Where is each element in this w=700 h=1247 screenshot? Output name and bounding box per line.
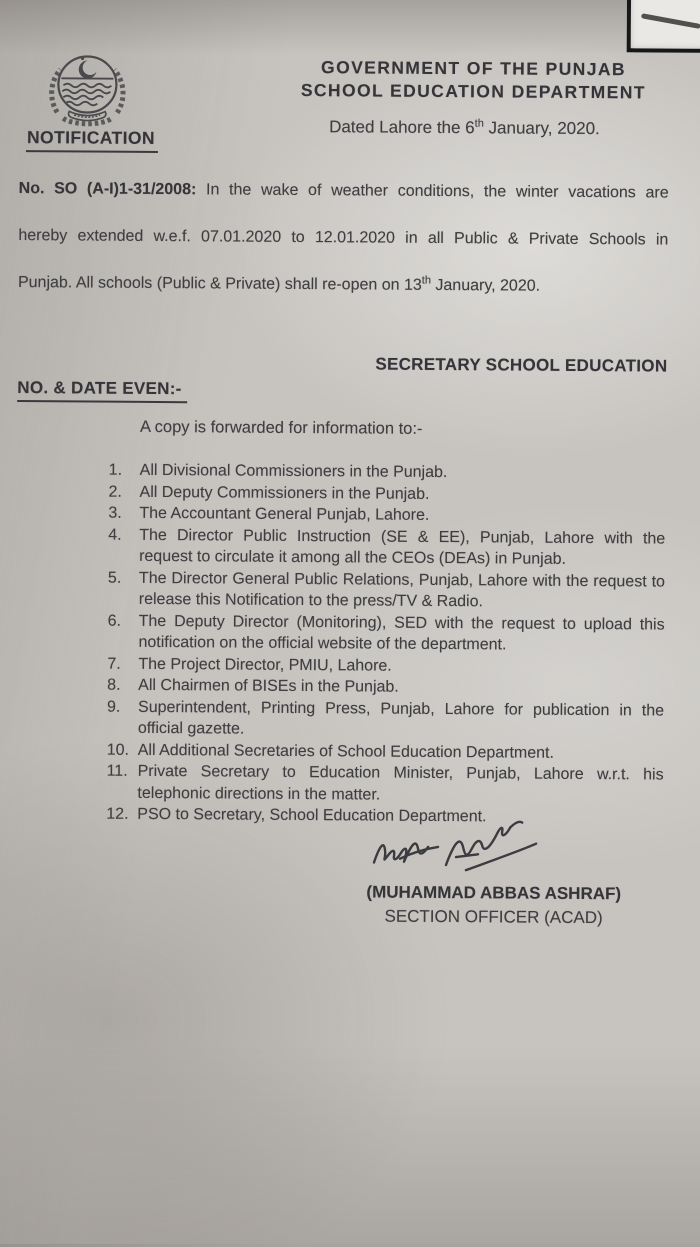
date-ordinal-superscript: th <box>474 117 484 130</box>
corner-page-artifact <box>627 0 700 53</box>
item-number: 11. <box>106 762 128 780</box>
item-text: PSO to Secretary, School Education Department. <box>137 805 487 826</box>
list-item <box>107 610 664 657</box>
list-item <box>108 524 665 571</box>
distribution-list <box>106 460 666 829</box>
list-item <box>107 696 664 743</box>
punjab-government-crest-icon <box>41 48 134 137</box>
item-number: 1. <box>108 461 123 479</box>
list-item <box>108 567 665 614</box>
body-line-3: Punjab. All schools (Public & Private) shall re-open on 13th January, 2020. <box>17 274 541 295</box>
reference-number: No. SO (A-I)1-31/2008: <box>18 180 197 199</box>
item-number: 8. <box>107 676 121 694</box>
secretary-designation: SECRETARY SCHOOL EDUCATION <box>375 354 668 376</box>
item-number: 4. <box>108 526 122 544</box>
department-title: SCHOOL EDUCATION DEPARTMENT <box>300 80 646 103</box>
body-line-2: hereby extended w.e.f. 07.01.2020 to 12.01.2020 in all Public & Private Schools in <box>18 227 669 249</box>
handwritten-signature-icon <box>360 814 580 882</box>
government-title: GOVERNMENT OF THE PUNJAB <box>321 57 627 80</box>
distribution-heading: NO. & DATE EVEN:- <box>17 378 188 403</box>
item-text: The Accountant General Punjab, Lahore. <box>139 504 430 524</box>
item-text: The Deputy Director (Monitoring), SED with the request to upload this notification on the official website of the department. <box>138 612 665 654</box>
notification-heading: NOTIFICATION <box>26 127 158 153</box>
item-number: 7. <box>107 655 121 673</box>
item-text: Private Secretary to Education Minister, Punjab, Lahore w.r.t. his telephonic directions in the matter. <box>137 762 664 804</box>
item-text: All Chairmen of BISEs in the Punjab. <box>138 676 399 696</box>
item-number: 2. <box>108 483 122 501</box>
item-number: 3. <box>108 504 122 522</box>
item-text: The Project Director, PMIU, Lahore. <box>138 655 392 675</box>
item-number: 6. <box>107 612 122 630</box>
signer-title: SECTION OFFICER (ACAD) <box>384 906 603 928</box>
item-text: All Additional Secretaries of School Education Department. <box>137 741 555 762</box>
item-number: 10. <box>106 741 130 759</box>
reopen-date-superscript: th <box>421 274 432 287</box>
list-item <box>106 761 663 808</box>
pen-tick-mark-icon <box>641 13 700 29</box>
copy-forwarded-line: A copy is forwarded for information to:- <box>139 417 423 438</box>
department-header <box>277 56 669 105</box>
item-text: Superintendent, Printing Press, Punjab, Lahore for publication in the official gazette. <box>137 698 665 738</box>
body-line-1: No. SO (A-I)1-31/2008: In the wake of weather conditions, the winter vacations are <box>18 180 669 202</box>
signer-name: (MUHAMMAD ABBAS ASHRAF) <box>366 882 622 904</box>
item-text: The Director General Public Relations, Punjab, Lahore with the request to release this Notification to the press/TV & Radio. <box>138 569 666 611</box>
item-number: 12. <box>106 805 129 823</box>
item-text: The Director Public Instruction (SE & EE), Punjab, Lahore with the request to circulate it among all the CEOs (DEAs) in Punjab. <box>139 526 666 568</box>
item-text: All Divisional Commissioners in the Punjab. <box>139 461 448 482</box>
notification-body <box>18 165 669 311</box>
date-line: Dated Lahore the 6th January, 2020. <box>329 117 600 139</box>
item-number: 9. <box>107 698 121 716</box>
item-text: All Deputy Commissioners in the Punjab. <box>139 483 430 503</box>
item-number: 5. <box>107 569 122 587</box>
